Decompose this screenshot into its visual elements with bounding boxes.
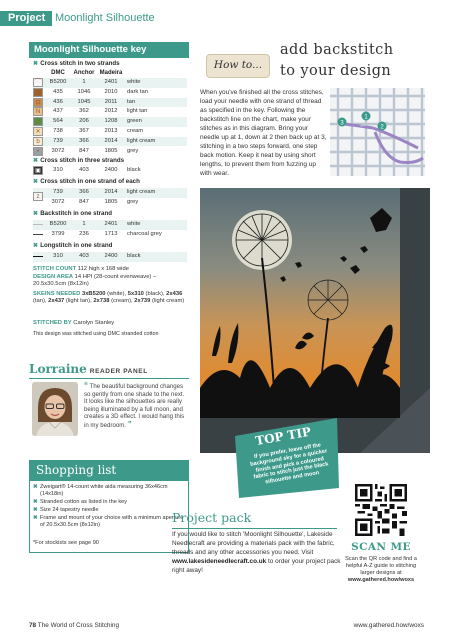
design-area: DESIGN AREA 14 HPI (28-count evenweave) – 20.5x30.5cm (8x12in) [33,274,157,288]
divider [172,528,337,529]
symbol-swatch: ▧ [33,88,43,97]
symbol-swatch: • [33,147,43,156]
dmc-code: B5200 [49,79,67,85]
madeira-code: 2014 [104,137,118,144]
how-to-heading-line-2: to your design [280,63,392,79]
reader-quote: “ The beautiful background changes so gently from one shade to the next. It looks like the silhouettes are really being illuminated by a full moon, and creates a 3D effect. I would hang this in my bedroom. ” [84,381,185,429]
footer-url[interactable]: www.gathered.how/woxs [353,622,424,629]
shopping-item: ✖ Zweigart® 14-count white aida measuring 36x46cm (14x18in) [33,484,168,497]
scan-me-body: Scan the QR code and find a helpful A-Z guide to stitching larger designs at www.gathered.how/woxs [345,556,417,583]
anchor-code: 847 [79,147,89,154]
thread-name: white [127,79,141,85]
madeira-code: 2401 [104,79,118,85]
backstitch-line-icon [33,234,43,235]
key-section-cross-three: ✖ Cross stitch in three strands [33,157,125,164]
how-to-heading-line-1: add backstitch [280,42,394,58]
project-pack-title: Project pack [172,510,252,525]
dmc-code: B5200 [49,221,67,227]
reader-label: READER PANEL [89,368,148,375]
thread-name: light tan [127,108,148,115]
anchor-code: 206 [79,118,89,125]
anchor-code: 1045 [77,98,91,105]
thread-name: grey [127,199,139,205]
stitch-count: STITCH COUNT 112 high x 168 wide [33,266,129,272]
madeira-code: 2010 [104,88,118,95]
madeira-code: 1805 [104,147,118,154]
key-row [33,107,187,117]
key-row [33,252,187,262]
dmc-code: 739 [53,189,63,195]
thread-name: charcoal grey [127,231,162,237]
anchor-code: 403 [79,253,89,259]
key-section-backstitch: ✖ Backstitch in one strand [33,210,113,217]
section-tag: Project [0,11,52,26]
thread-name: green [127,118,142,125]
scan-me-title: SCAN ME [351,541,411,553]
key-row [33,220,187,230]
shopping-list-title: Shopping list [29,460,189,481]
skeins-needed: SKEINS NEEDED 3xB5200 (white), 5x310 (black), 2x436 (tan), 2x437 (light tan), 2x738 (cream), 2x739 (light cream) [33,291,185,305]
footer-page-info [29,622,119,629]
key-row [33,127,187,137]
shopping-item: ✖ Stranded cotton as listed in the key [33,499,128,505]
symbol-swatch: ⊡ [33,98,43,107]
page-header [0,0,453,26]
key-section-blend: ✖ Cross stitch in one strand of each [33,178,140,185]
how-to-badge: How to... [206,54,270,78]
key-section-cross-two: ✖ Cross stitch in two strands [33,60,120,67]
stitched-by: STITCHED BY Carolyn Stanley [33,320,115,326]
backstitch-line-icon [33,224,43,225]
thread-name: tan [127,98,136,105]
dmc-code: 3799 [51,231,65,237]
madeira-code: 2013 [104,128,118,134]
key-row [33,78,187,88]
top-tip-callout [233,418,341,498]
anchor-code: 847 [79,199,89,205]
key-column-headers [33,69,187,78]
key-section-longstitch: ✖ Longstitch in one strand [33,242,113,249]
key-title: Moonlight Silhouette key [29,42,189,58]
diagram-label: 2 [380,124,384,131]
dmc-code: 564 [53,118,63,125]
thread-name: light cream [127,137,156,144]
thread-note: This design was stitched using DMC stranded cotton [33,331,159,337]
anchor-code: 1046 [77,88,91,95]
backstitch-diagram [330,88,425,176]
diagram-label: 3 [340,120,344,127]
madeira-code: 2012 [104,108,118,115]
anchor-code: 366 [79,189,89,195]
longstitch-line-icon [33,256,43,257]
key-row [33,98,187,108]
dmc-code: 310 [53,167,63,173]
reader-avatar [32,382,78,436]
madeira-code: 1713 [104,231,118,237]
dmc-code: 436 [53,98,63,105]
madeira-code: 2400 [104,253,118,259]
divider [29,378,189,379]
key-row [33,137,187,147]
dmc-code: 739 [53,137,63,144]
thread-name: grey [127,147,139,154]
reader-name: Lorraine [29,362,87,376]
thread-name: black [127,253,141,259]
anchor-code: 362 [79,108,89,115]
anchor-code: 367 [79,128,89,134]
dmc-code: 738 [53,128,63,134]
thread-name: cream [127,128,144,134]
symbol-swatch: ◇ [33,117,43,126]
page-number: 78 [29,622,37,629]
key-row [33,198,187,208]
cross-stitch-artwork-photo [200,188,430,453]
how-to-body: When you've finished all the cross stitches, load your needle with one strand of thread as specified in the key. Following the backstitch line on the chart, make your stitches as in this diagram. Bring your needle up at 1, down at 2 then back up at 3, stitching in a two steps forward, one step back motion. Keep it neat by using short lengths, to prevent them from fuzzing up with wear. [200,89,327,177]
symbol-swatch: ✕ [33,127,43,136]
anchor-code: 236 [79,231,89,237]
madeira-code: 2400 [104,167,118,173]
lakeside-link[interactable]: www.lakesideneedlecraft.co.uk [172,558,267,565]
symbol-swatch: ▣ [33,166,43,175]
madeira-code: 2014 [104,189,118,195]
key-row [33,230,187,240]
diagram-label: 1 [364,114,368,121]
top-tip-body: If you prefer, leave off the background sky for a quicker finish and pick a coloured fabric to stitch just the black silhouette and moon [249,442,329,486]
thread-name: dark tan [127,88,148,95]
scan-url[interactable]: www.gathered.how/woxs [347,577,415,583]
col-madeira: Madeira [99,70,123,76]
symbol-swatch: ⌒ [34,80,41,86]
key-row [33,147,187,157]
anchor-code: 1 [82,79,86,85]
madeira-code: 2011 [104,98,118,105]
madeira-code: 1208 [104,118,118,125]
key-row [33,117,187,127]
magazine-name: The World of Cross Stitching [37,622,119,629]
top-tip-title: TOP TIP [254,424,313,449]
thread-name: light cream [127,189,156,195]
stockists-note: *For stockists see page 90 [33,540,99,546]
qr-code[interactable] [355,484,407,536]
key-row [33,166,187,176]
anchor-code: 366 [79,137,89,144]
symbol-swatch: b [33,137,43,146]
symbol-swatch: z [33,192,43,201]
thread-name: black [127,167,141,173]
anchor-code: 403 [79,167,89,173]
page-title: Moonlight Silhouette [55,12,155,24]
symbol-swatch: N [33,107,43,116]
thread-name: white [127,221,141,227]
dmc-code: 3072 [51,199,65,205]
reader-panel-title [29,362,148,376]
key-row [33,188,187,198]
col-dmc: DMC [51,70,65,76]
dmc-code: 435 [53,88,63,95]
project-pack-body: If you would like to stitch 'Moonlight Silhouette', Lakeside Needlecraft are providing a materials pack with the fabric, threads and any other accessories you need. Visit www.lakesideneedlecraft.co.uk to order your project pack right away! [172,531,341,574]
madeira-code: 1805 [104,199,118,205]
key-row [33,88,187,98]
dmc-code: 3072 [51,147,65,154]
dmc-code: 310 [53,253,63,259]
anchor-code: 1 [82,221,86,227]
shopping-item: ✖ Size 24 tapestry needle [33,507,99,513]
dmc-code: 437 [53,108,63,115]
shopping-item: ✖ Frame and mount of your choice with a minimum aperture of 20.5x30.5cm (8x12in) [33,515,184,528]
madeira-code: 2401 [104,221,118,227]
col-anchor: Anchor [73,70,95,76]
